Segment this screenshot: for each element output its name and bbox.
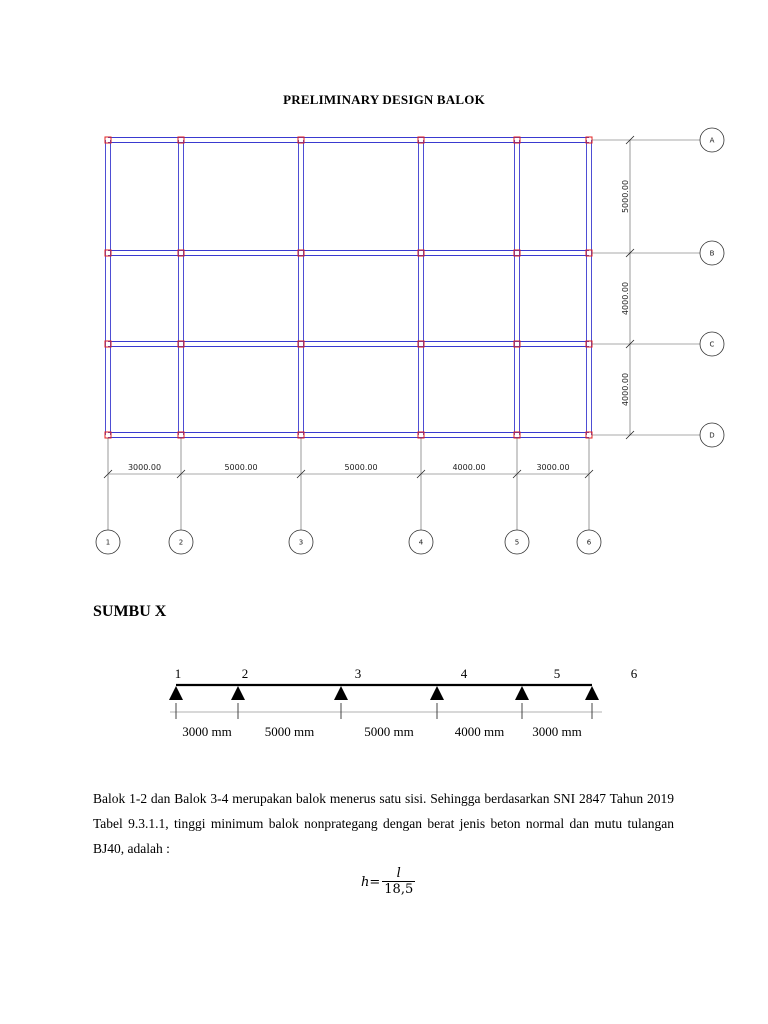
support-triangle xyxy=(231,686,245,700)
span-label: 5000 mm xyxy=(264,724,315,739)
support-label: 1 xyxy=(174,666,182,681)
support-triangle xyxy=(430,686,444,700)
vertical-dimension-label: 4000.00 xyxy=(621,281,630,316)
body-paragraph: Balok 1-2 dan Balok 3-4 merupakan balok menerus satu sisi. Sehingga berdasarkan SNI 2847 Tahun 2019 Tabel 9.3.1.1, tinggi minimum balok nonprategang dengan berat jenis beton normal dan mutu tulangan BJ40, adalah : xyxy=(93,791,674,856)
formula-equals: = xyxy=(369,874,381,890)
height-formula xyxy=(361,866,415,898)
vertical-dimension-label: 4000.00 xyxy=(621,372,630,407)
row-label: D xyxy=(709,431,715,440)
horizontal-dimension-label: 5000.00 xyxy=(344,463,378,472)
support-label: 3 xyxy=(354,666,362,681)
support-label: 2 xyxy=(241,666,249,681)
support-triangle xyxy=(169,686,183,700)
formula-fraction xyxy=(382,866,415,898)
vertical-dimension-label: 5000.00 xyxy=(621,179,630,214)
horizontal-dimension-label: 5000.00 xyxy=(224,463,258,472)
span-label: 4000 mm xyxy=(454,724,505,739)
support-triangle xyxy=(515,686,529,700)
support-label: 5 xyxy=(553,666,561,681)
support-triangle xyxy=(585,686,599,700)
row-label: A xyxy=(709,136,715,145)
column-label: 4 xyxy=(418,538,424,547)
column-label: 1 xyxy=(105,538,111,547)
horizontal-dimension-label: 3000.00 xyxy=(536,463,570,472)
column-label: 6 xyxy=(586,538,592,547)
formula-lhs: h xyxy=(361,874,370,890)
row-label: B xyxy=(709,249,715,258)
column-label: 2 xyxy=(178,538,184,547)
column-label: 3 xyxy=(298,538,304,547)
horizontal-dimension-label: 4000.00 xyxy=(452,463,486,472)
horizontal-dimension-label: 3000.00 xyxy=(127,463,162,472)
support-triangle xyxy=(334,686,348,700)
formula-denominator: 18,5 xyxy=(384,882,414,897)
support-label: 6 xyxy=(630,666,638,681)
column-label: 5 xyxy=(514,538,520,547)
section-heading: SUMBU X xyxy=(93,603,167,620)
support-label: 4 xyxy=(460,666,468,681)
page-title: PRELIMINARY DESIGN BALOK xyxy=(283,92,485,107)
span-label: 5000 mm xyxy=(364,724,414,739)
row-label: C xyxy=(709,340,715,349)
span-label: 3000 mm xyxy=(532,724,582,739)
span-label: 3000 mm xyxy=(182,724,232,739)
formula-numerator: l xyxy=(396,866,401,881)
